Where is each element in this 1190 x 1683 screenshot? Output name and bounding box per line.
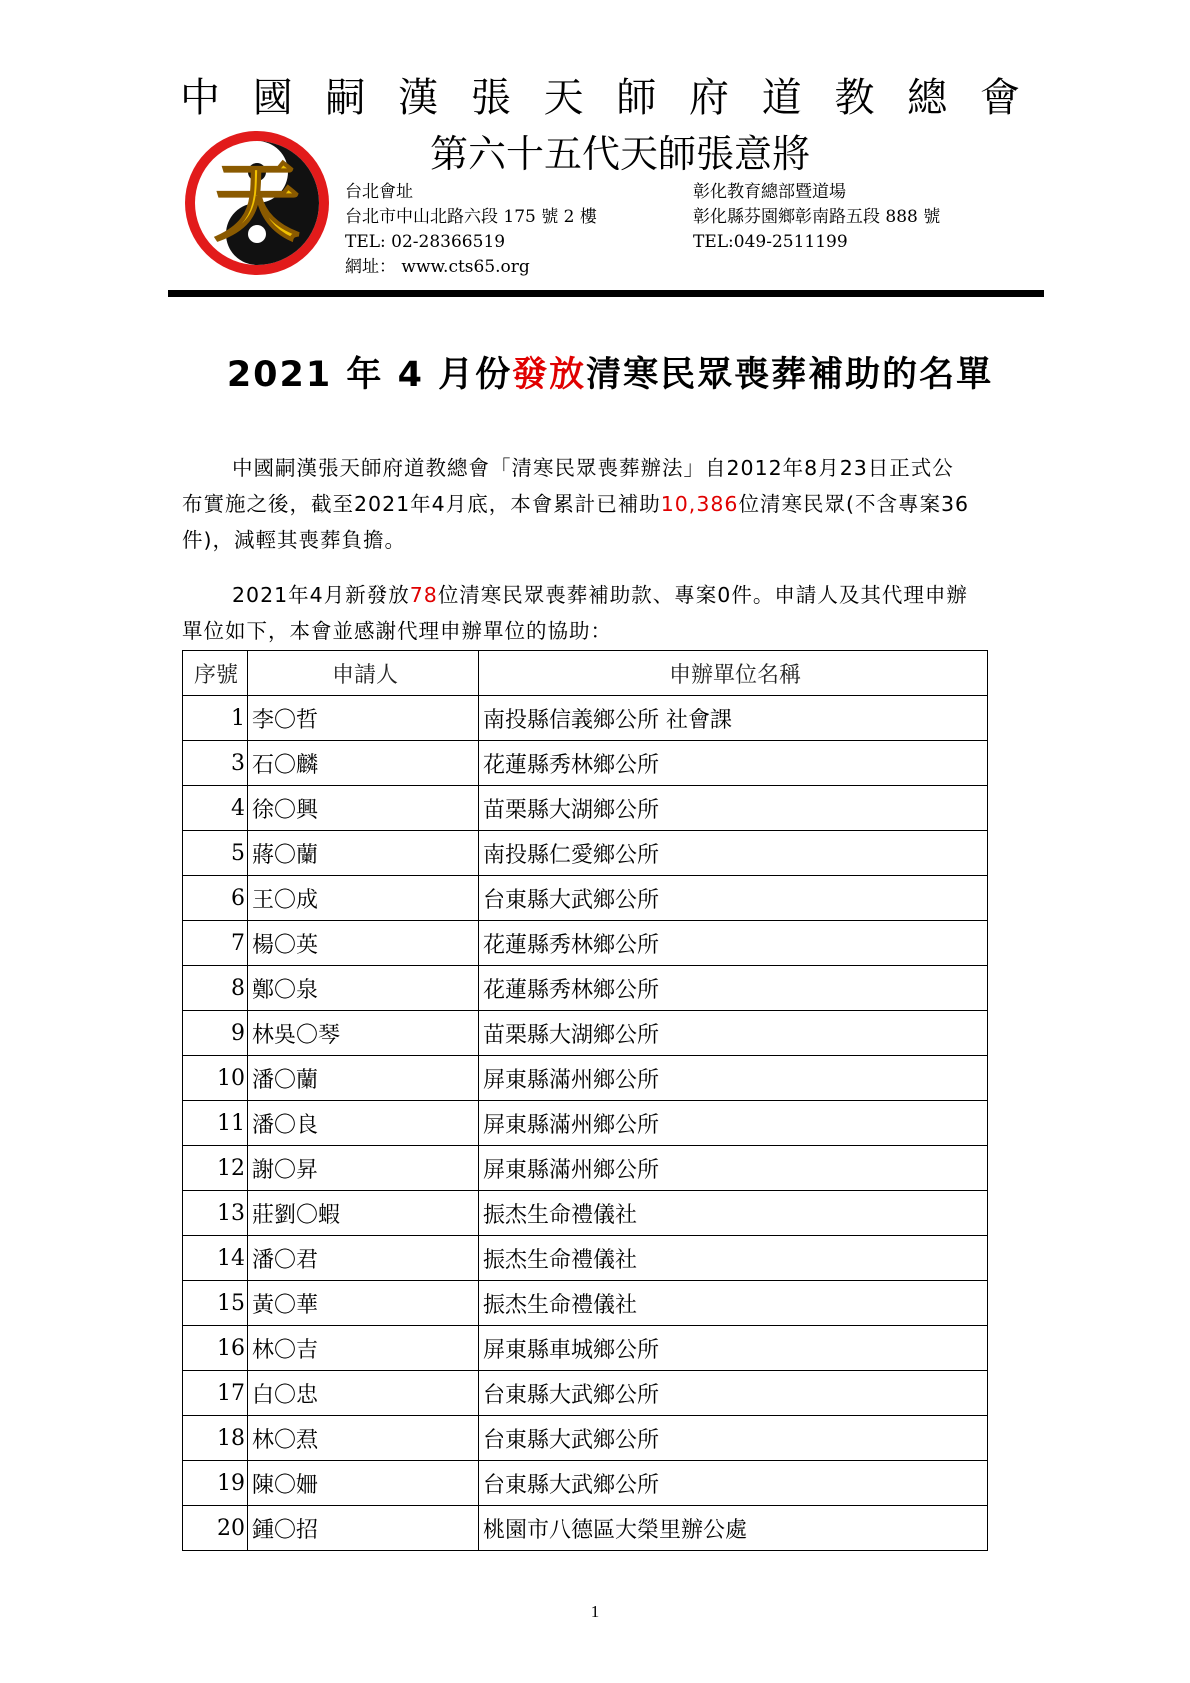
- cell-agency: 屏東縣車城鄉公所: [479, 1326, 988, 1371]
- org-name-char: 道: [761, 75, 802, 121]
- cell-serial-number: 14: [183, 1236, 248, 1281]
- total-count-highlight: 10,386: [660, 492, 739, 516]
- table-row: [183, 1371, 988, 1416]
- table-row: [183, 1506, 988, 1551]
- cell-agency: 桃園市八德區大榮里辦公處: [479, 1506, 988, 1551]
- org-name-char: 國: [252, 75, 293, 121]
- table-row: [183, 1146, 988, 1191]
- cell-agency: 屏東縣滿州鄉公所: [479, 1101, 988, 1146]
- taiji-logo-icon: [182, 128, 332, 278]
- taipei-office-address: 台北市中山北路六段 175 號 2 樓: [345, 207, 597, 227]
- table-row: [183, 786, 988, 831]
- cell-applicant: 潘〇蘭: [248, 1056, 479, 1101]
- header-agency: 申辦單位名稱: [479, 651, 988, 696]
- title-prefix: 2021 年 4 月份: [226, 355, 513, 395]
- cell-applicant: 陳〇姍: [248, 1461, 479, 1506]
- table-row: [183, 876, 988, 921]
- table-row: [183, 741, 988, 786]
- table-row: [183, 1326, 988, 1371]
- intro-paragraph: [182, 450, 1022, 558]
- intro-line-2: [182, 486, 1022, 522]
- table-row: [183, 921, 988, 966]
- table-row: [183, 1281, 988, 1326]
- intro-line-2-post: 位清寒民眾(不含專案36: [738, 492, 970, 516]
- table-row: [183, 1416, 988, 1461]
- intro-line-1: 中國嗣漢張天師府道教總會「清寒民眾喪葬辦法」自2012年8月23日正式公: [232, 456, 954, 480]
- cell-agency: 花蓮縣秀林鄉公所: [479, 921, 988, 966]
- cell-agency: 振杰生命禮儀社: [479, 1191, 988, 1236]
- cell-serial-number: 16: [183, 1326, 248, 1371]
- cell-agency: 振杰生命禮儀社: [479, 1236, 988, 1281]
- monthly-count-highlight: 78: [409, 583, 438, 607]
- cell-agency: 花蓮縣秀林鄉公所: [479, 741, 988, 786]
- cell-applicant: 謝〇昇: [248, 1146, 479, 1191]
- page-number: 1: [590, 1602, 600, 1621]
- org-name-char: 嗣: [325, 75, 366, 121]
- cell-serial-number: 20: [183, 1506, 248, 1551]
- table-row: [183, 1461, 988, 1506]
- cell-serial-number: 11: [183, 1101, 248, 1146]
- org-name-char: 張: [470, 75, 511, 121]
- cell-applicant: 徐〇興: [248, 786, 479, 831]
- cell-applicant: 莊劉〇蝦: [248, 1191, 479, 1236]
- cell-agency: 花蓮縣秀林鄉公所: [479, 966, 988, 1011]
- table-header-row: [183, 651, 988, 696]
- cell-agency: 台東縣大武鄉公所: [479, 876, 988, 921]
- org-name-char: 府: [689, 75, 730, 121]
- organization-name: [180, 70, 1020, 126]
- cell-applicant: 鍾〇招: [248, 1506, 479, 1551]
- cell-serial-number: 8: [183, 966, 248, 1011]
- table-row: [183, 696, 988, 741]
- cell-applicant: 潘〇君: [248, 1236, 479, 1281]
- cell-serial-number: 3: [183, 741, 248, 786]
- intro-line-2-pre: 布實施之後，截至2021年4月底，本會累計已補助: [182, 492, 661, 516]
- cell-serial-number: 18: [183, 1416, 248, 1461]
- cell-serial-number: 10: [183, 1056, 248, 1101]
- intro-line-3: 件)，減輕其喪葬負擔。: [182, 528, 406, 552]
- cell-serial-number: 19: [183, 1461, 248, 1506]
- header-divider: [168, 290, 1044, 297]
- cell-applicant: 楊〇英: [248, 921, 479, 966]
- taipei-office-tel: TEL: 02-28366519: [345, 232, 506, 252]
- cell-applicant: 林〇焄: [248, 1416, 479, 1461]
- cell-serial-number: 9: [183, 1011, 248, 1056]
- cell-agency: 苗栗縣大湖鄉公所: [479, 786, 988, 831]
- recipient-table: [182, 650, 988, 1551]
- changhua-office-info: [693, 180, 940, 255]
- website-link[interactable]: 網址： www.cts65.org: [345, 257, 530, 277]
- org-name-char: 教: [834, 75, 875, 121]
- cell-applicant: 白〇忠: [248, 1371, 479, 1416]
- org-name-char: 會: [979, 75, 1020, 121]
- title-suffix: 清寒民眾喪葬補助的名單: [586, 355, 994, 395]
- cell-applicant: 黃〇華: [248, 1281, 479, 1326]
- cell-serial-number: 12: [183, 1146, 248, 1191]
- cell-applicant: 鄭〇泉: [248, 966, 479, 1011]
- cell-serial-number: 5: [183, 831, 248, 876]
- cell-agency: 南投縣仁愛鄉公所: [479, 831, 988, 876]
- cell-applicant: 潘〇良: [248, 1101, 479, 1146]
- cell-serial-number: 15: [183, 1281, 248, 1326]
- cell-agency: 台東縣大武鄉公所: [479, 1416, 988, 1461]
- changhua-office-tel: TEL:049-2511199: [693, 232, 848, 252]
- cell-agency: 苗栗縣大湖鄉公所: [479, 1011, 988, 1056]
- org-name-char: 師: [616, 75, 657, 121]
- monthly-paragraph: [182, 577, 1022, 649]
- table-row: [183, 1011, 988, 1056]
- table-row: [183, 1101, 988, 1146]
- cell-agency: 屏東縣滿州鄉公所: [479, 1146, 988, 1191]
- cell-agency: 台東縣大武鄉公所: [479, 1371, 988, 1416]
- cell-serial-number: 17: [183, 1371, 248, 1416]
- cell-serial-number: 13: [183, 1191, 248, 1236]
- table-row: [183, 966, 988, 1011]
- table-row: [183, 831, 988, 876]
- cell-serial-number: 4: [183, 786, 248, 831]
- cell-agency: 屏東縣滿州鄉公所: [479, 1056, 988, 1101]
- header-applicant: 申請人: [248, 651, 479, 696]
- changhua-office-address: 彰化縣芬園鄉彰南路五段 888 號: [693, 207, 941, 227]
- cell-agency: 振杰生命禮儀社: [479, 1281, 988, 1326]
- celestial-master-title: 第六十五代天師張意將: [429, 132, 810, 176]
- document-title: [170, 350, 1050, 400]
- cell-serial-number: 7: [183, 921, 248, 966]
- monthly-line-1-pre: 2021年4月新發放: [232, 583, 410, 607]
- org-name-char: 總: [907, 75, 948, 121]
- monthly-line-2: 單位如下，本會並感謝代理申辦單位的協助：: [182, 619, 612, 643]
- org-name-char: 漢: [398, 75, 439, 121]
- org-name-char: 天: [543, 75, 584, 121]
- cell-agency: 南投縣信義鄉公所 社會課: [479, 696, 988, 741]
- table-row: [183, 1236, 988, 1281]
- taipei-office-label: 台北會址: [345, 182, 413, 202]
- cell-applicant: 蔣〇蘭: [248, 831, 479, 876]
- table-row: [183, 1056, 988, 1101]
- cell-applicant: 石〇麟: [248, 741, 479, 786]
- cell-serial-number: 6: [183, 876, 248, 921]
- changhua-office-label: 彰化教育總部暨道場: [693, 182, 846, 202]
- header-serial-number: 序號: [183, 651, 248, 696]
- cell-agency: 台東縣大武鄉公所: [479, 1461, 988, 1506]
- monthly-line-1-post: 位清寒民眾喪葬補助款、專案0件。申請人及其代理申辦: [437, 583, 968, 607]
- cell-applicant: 王〇成: [248, 876, 479, 921]
- taipei-office-info: [345, 180, 597, 280]
- cell-applicant: 林吳〇琴: [248, 1011, 479, 1056]
- table-row: [183, 1191, 988, 1236]
- monthly-line-1: [182, 577, 1022, 613]
- org-name-char: 中: [180, 75, 220, 121]
- cell-serial-number: 1: [183, 696, 248, 741]
- title-highlight: 發放: [512, 355, 587, 395]
- logo-character: 天: [214, 152, 300, 253]
- cell-applicant: 林〇吉: [248, 1326, 479, 1371]
- cell-applicant: 李〇哲: [248, 696, 479, 741]
